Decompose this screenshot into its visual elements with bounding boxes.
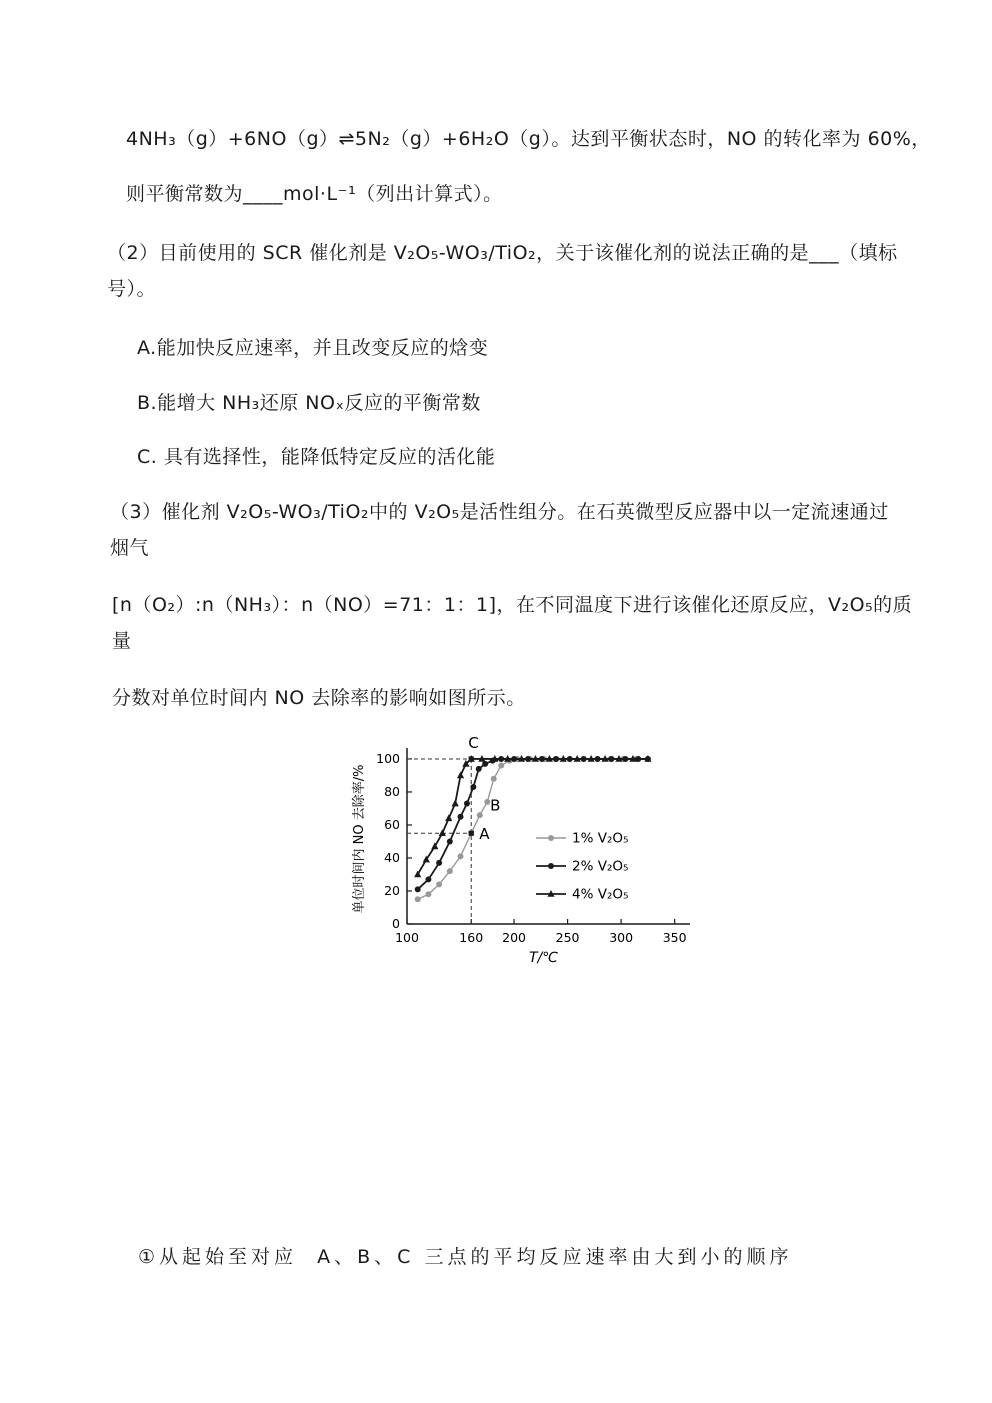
series-marker (458, 814, 464, 820)
series-marker (470, 784, 476, 790)
question-3-line-2: 烟气 (110, 537, 150, 559)
x-tick-label: 100 (395, 930, 419, 945)
paragraph-equilibrium-constant: 则平衡常数为____mol·L⁻¹（列出计算式）。 (126, 183, 503, 205)
point-label-C: C (468, 733, 479, 752)
point-label-B: B (490, 796, 501, 815)
x-tick-label: 250 (555, 930, 580, 945)
legend-label: 1% V₂O₅ (572, 830, 629, 847)
x-tick-label: 350 (662, 930, 687, 945)
option-a: A.能加快反应速率，并且改变反应的焓变 (137, 337, 489, 359)
y-tick-label: 60 (384, 816, 400, 832)
no-removal-chart-svg (350, 728, 698, 983)
question-2-line-1: （2）目前使用的 SCR 催化剂是 V₂O₅-WO₃/TiO₂，关于该催化剂的说法正确的是___（填标 (107, 242, 898, 264)
y-tick-label: 0 (392, 916, 400, 931)
series-marker (415, 896, 421, 902)
question-2-line-2: 号）。 (107, 278, 157, 300)
option-b: B.能增大 NH₃还原 NOₓ反应的平衡常数 (137, 392, 481, 414)
series-marker (436, 860, 442, 866)
series-marker (425, 891, 431, 897)
x-axis-label: T/℃ (529, 950, 558, 966)
x-tick-label: 300 (609, 930, 634, 945)
x-tick-label: 200 (502, 930, 526, 945)
series-marker (439, 829, 446, 836)
paragraph-equation: 4NH₃（g）+6NO（g）⇌5N₂（g）+6H₂O（g）。达到平衡状态时，NO 的转化率为 60%， (126, 128, 931, 150)
series-marker (482, 761, 488, 767)
legend-marker (548, 835, 554, 841)
series-marker (447, 868, 453, 874)
series-marker (457, 771, 464, 778)
series-line-1 (418, 759, 648, 899)
legend-label: 4% V₂O₅ (572, 886, 629, 903)
no-removal-chart (350, 728, 698, 983)
y-axis-label: 单位时间内 NO 去除率/% (352, 764, 367, 914)
series-marker (415, 886, 421, 892)
series-marker (445, 814, 452, 821)
legend-marker (548, 863, 554, 869)
annotation-marker-C (469, 756, 474, 761)
x-tick-label: 160 (459, 930, 484, 945)
series-marker (464, 801, 470, 807)
y-tick-label: 20 (384, 882, 400, 898)
legend-label: 2% V₂O₅ (572, 858, 629, 875)
series-marker (425, 876, 431, 882)
option-c: C. 具有选择性，能降低特定反应的活化能 (137, 446, 496, 468)
series-marker (452, 800, 459, 807)
series-marker (436, 881, 442, 887)
y-tick-label: 80 (384, 783, 400, 799)
series-marker (447, 838, 453, 844)
question-3-line-1: （3）催化剂 V₂O₅-WO₃/TiO₂中的 V₂O₅是活性组分。在石英微型反应器中以一定流速通过 (110, 501, 889, 523)
series-marker (491, 776, 497, 782)
fraction-line: 分数对单位时间内 NO 去除率的影响如图所示。 (112, 687, 526, 709)
mass-line: 量 (112, 630, 132, 652)
series-marker (498, 763, 504, 769)
point-label-A: A (479, 825, 490, 844)
series-line-3 (418, 759, 648, 875)
y-tick-label: 40 (384, 849, 400, 865)
annotation-marker-A (469, 831, 474, 836)
sub-question-1: ①从起始至对应 A、B、C 三点的平均反应速率由大到小的顺序 (138, 1246, 793, 1268)
series-marker (458, 853, 464, 859)
y-tick-label: 100 (376, 750, 400, 766)
series-marker (477, 812, 483, 818)
ratio-line: [n（O₂）:n（NH₃）：n（NO）=71：1：1]，在不同温度下进行该催化还原反应，V₂O₅的质 (112, 594, 913, 616)
series-marker (476, 766, 482, 772)
